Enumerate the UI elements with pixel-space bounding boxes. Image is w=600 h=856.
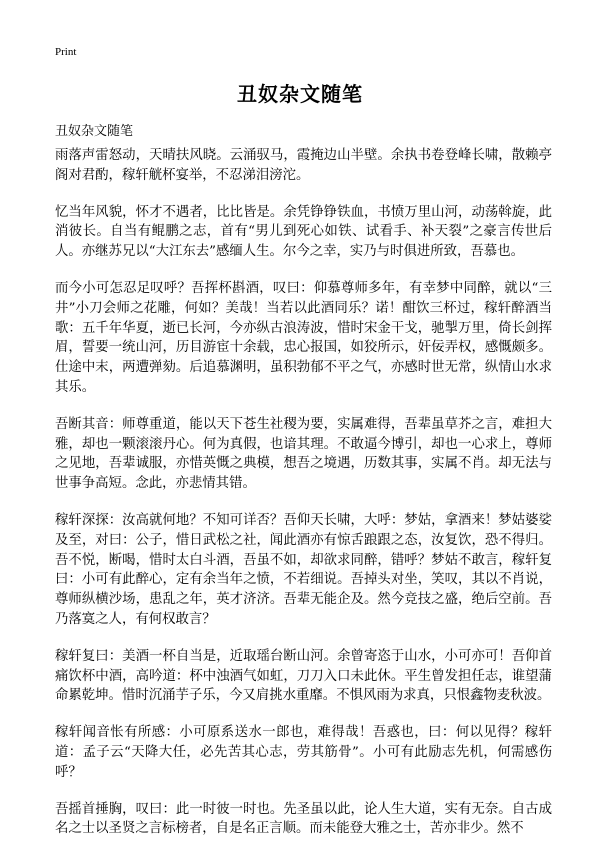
paragraph: 吾断其音：师尊重道，能以天下苍生社稷为要，实属难得，吾辈虽草芥之言，难担大雅，却也一颗滚滚丹心。何为真假，也谙其理。不敢逼今博引，却也一心求上，尊师之见地，吾辈诚服，亦惜英慨之典模，想吾之境遇，历数其事，实属不肖。却无法与世事争高短。念此，亦悲情其错。 <box>55 416 552 492</box>
paragraph: 稼轩复曰：美酒一杯自当是，近取瑶台断山河。余曾寄恣于山水，小可亦可！吾仰首痛饮杯中酒，高吟道：杯中浊酒气如虹，刀刀入口未此休。平生曾发担任志，谁望蒲命累乾坤。惜时沉涌芋子乐，今又肩挑水重靡。不惧风雨为求真，只恨鑫物麦秋波。 <box>55 648 552 704</box>
paragraph: 忆当年风貌，怀才不遇者，比比皆是。余凭铮铮铁血，书愤万里山河，动荡斡旋，此消彼长。自当有鲲鹏之志，首有“男儿到死心如铁、试看手、补天裂”之豪言传世后人。亦继苏兄以“大江东去”感缅人生。尔今之幸，实乃与时俱进所致，吾慕也。 <box>55 204 552 260</box>
paragraph: 稼轩闻音怅有所感：小可原系送水一郎也，难得哉！吾惑也，曰：何以见得？稼轩道：孟子云“天降大任，必先苦其心志，劳其筋骨”。小可有此励志先机，何需感伤呼？ <box>55 725 552 780</box>
page-title: 丑奴杂文随笔 <box>237 82 363 106</box>
article-subtitle: 丑奴杂文随笔 <box>55 124 134 139</box>
paragraph: 而今小可怎忍足叹呼？吾挥杯斟酒，叹曰：仰慕尊师多年，有幸梦中同醉，就以“三井”小刀会师之花雕，何如？美哉！当若以此酒同乐？诺！酣饮三杯过，稼轩醉酒当歌：五千年华夏，逝已长河，今亦纵古浪涛波，惜时宋金干戈，驰掣万里，倚长剑挥眉，誓要一统山河，历目游宦十余载，忠心报国，如狡所示，奸佞弄权，感慨颇多。仕途中末，两遭弹劾。后追慕渊明，虽积勃郁不平之气，亦感时世无常，纵情山水求其乐。 <box>55 280 552 395</box>
paragraph: 吾摇首捶胸，叹曰：此一时彼一时也。先圣虽以此，论人生大道，实有无奈。自古成名之士以圣贤之言标榜者，自是名正言顺。而未能登大雅之士，苦亦非少。然不 <box>55 801 552 837</box>
print-link[interactable]: Print <box>55 46 77 58</box>
paragraph: 稼轩深探：汝高就何地？不知可详否？吾仰天长啸，大呼：梦姑，拿酒来！梦姑婆娑及至，对曰：公子，惜日武松之社，闻此酒亦有惊舌踉跟之态，汝复饮，恐不得归。吾不悦，断喝，惜时太白斗酒，吾虽不如，却欲求同醉，错呼？梦姑不敢言，稼轩复曰：小可有此醉心，定有余当年之愤，不若细说。吾掉头对坐，笑叹，其以不肖说，尊师纵横沙场，患乱之年，英才济济。吾辈无能企及。然今竞技之盛，绝后空前。吾乃落寞之人，有何权敢言？ <box>55 512 552 627</box>
paragraph: 雨落声雷怒动，天晴扶风晓。云涌驭马，霞掩边山半壁。余执书卷登峰长啸，散赖亭阁对君酌，稼轩觥杯宴举，不忍涕泪滂沱。 <box>55 148 552 183</box>
article-body <box>55 146 552 856</box>
